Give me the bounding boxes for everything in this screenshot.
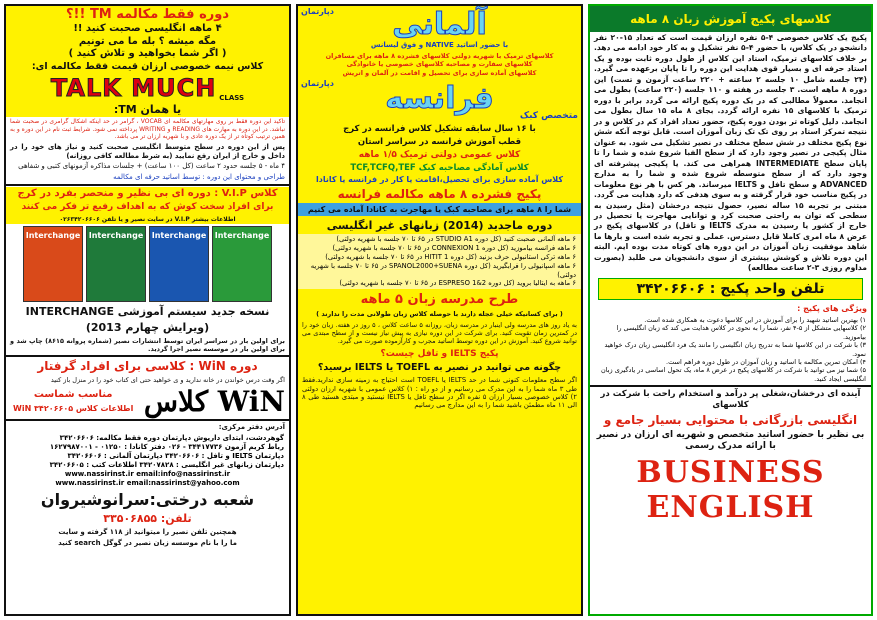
- win-logo: کلاس WiN: [143, 385, 285, 418]
- german-title: آلمانی: [392, 7, 487, 42]
- win-body: اگر وقت درس خواندن در خانه ندارید و ی خواهید حتی ای کتاب خود را در منزل باز کنید: [50, 375, 285, 384]
- branch-title: شعبه درختی:سرانوشیروان: [40, 490, 255, 510]
- list-item: ۴) امکان تمرین مکالمه با اساتید و زبان آموزان در طول دوره فراهم است.: [666, 357, 866, 366]
- win-row: [6, 385, 289, 418]
- vip-box: [6, 187, 289, 224]
- toefl-body: اگر سطح معلومات کنونی شما در حد IELTS یا TOEFL است احتیاج به زمینه سازی ندارید.فقط طی ۳ ماه شما را به این مدرک می رسانیم و از دو راه : ۱) کلاس عمومی با شهریه ارزان دولتی ۲) کلاس خصوصی بسیار ارزان ۵ نفره اگر در سطح تافل یا IELTS نیستید و مبتدی هستید طی ۸ الی ۱۱ ماه مطمئن باشید شما را به این مدارج می رسانیم: [302, 376, 577, 410]
- tm-line-1: ۴ ماهه انگلیسی صحبت کنید !!: [73, 23, 222, 35]
- french-canada: کلاس آماده سازی برای تحصیل،اقامت یا کار در فرانسه یا کانادا: [316, 175, 563, 185]
- list-item: ۶ ماهه ترکی استانبولی حرف بزنید (کل دوره HITIT 1 در ۶۵ تا ۷۰ جلسه با شهریه دولتی): [325, 252, 576, 261]
- business-text: آینده ای درخشان،شغلی پر درآمد و استخدام راحت با شرکت در کلاسهای: [600, 389, 861, 410]
- contact-title: آدرس دفتر مرکزی:: [218, 423, 285, 431]
- school-plan-body: به یاد روز های مدرسه ولی اینبار در مدرسه زبان، روزانه ۵ ساعت کلاس ، ۵ روز در هفته. زبان خود را در کمترین زمان تقویت کنید. برای شرکت در این دوره نیازی به پیش نیاز نیست و از سطح مبتدی می توانید شروع کنید. آموزش در این دوره توسط اساتید مجرب و کارآزموده صورت می گیرد.: [302, 320, 577, 345]
- list-item: ۶ ماهه اسپانیولی را فرابگیرید (کل دوره SPANOL2000+SUENA در ۶۵ تا ۷۰ جلسه با شهریه دولتی): [310, 261, 576, 279]
- list-item: ۶ ماهه آلمانی صحبت کنید (کل دوره STUDIO A1 در ۶۵ تا ۷۰ جلسه با شهریه دولتی): [336, 235, 576, 244]
- contact-list: [6, 433, 289, 490]
- tm-body-4: طراحی و محتوای این دوره : توسط اساتید حرفه ای مکالمه: [113, 173, 285, 182]
- book-cover: Interchange: [86, 226, 146, 302]
- french-hub: قطب آموزش فرانسه در سراسر استان: [357, 136, 522, 147]
- list-item[interactable]: www.nassirinst.ir email:nassirinst@yahoo.com: [55, 479, 240, 488]
- list-item: ۵) شما نیز می توانید با شرکت در کلاسهای پکیج در عرض ۸ ماه، یک تحول اساسی در یادگیری زبان انگلیسی ایجاد کنید.: [600, 366, 866, 383]
- list-item: ۶ ماهه فرانسه بیاموزید (کل دوره CONNEXION 1 در ۶۵ تا ۷۰ جلسه با شهریه دولتی): [332, 244, 576, 253]
- french-title: فرانسه: [385, 81, 494, 117]
- features-title: ویژگی های پکیج :: [797, 303, 867, 313]
- interchange-edition: (ویرایش چهارم 2013): [85, 320, 210, 334]
- win-side: [10, 388, 136, 415]
- german-dept-label: دپارتمان: [301, 7, 334, 16]
- languages-list: [298, 234, 581, 289]
- vip-line: برای افراد سخت کوش که به اهداف رفیع تر فکر می کنند: [21, 202, 274, 213]
- german-items: [298, 51, 581, 78]
- branch-line-2: ما را با نام موسسه زبان نصیر در گوگل search کنید: [58, 538, 237, 547]
- list-item: ۳) با شرکت در این کلاسها شما به تدریج زبان انگلیسی را مانند یک فرد انگلیسی زبان درک خواهید نمود.: [604, 341, 866, 358]
- list-item: گوهردشت، ابتدای داریوش دپارتمان دوره فقط مکالمه: ۳۴۲۰۶۶۰۶: [59, 433, 284, 442]
- list-item: رباط کریم آزمون ۳۴۴۱۷۷۳۶ - ۰۲۶ دفتر کانادا : ۰۱۲۵۰ - ۱۶۲۷۹۸۷۰۰۱: [49, 442, 284, 451]
- package-header: کلاسهای پکیج آموزش زبان ۸ ماهه: [590, 6, 871, 32]
- french-package-line: شما را ۸ ماهه برای مصاحبه کبک یا مهاجرت به کانادا آماده می کنیم: [298, 203, 581, 216]
- package-body: پکیج یک کلاس خصوصی ۴-۵ نفره ارزان قیمت است که تعداد ۱۵-۲۰ نفر دانشجو در یک کلاس، با حضور ۴-۵ نفر تشکیل و به کار خود ادامه می دهد. بر خلاف کلاسهای ترمیک، استاد این کلاس از طول دوره ثابت بوده و یک استاد حرفه ای و بسیار قوی هدایت این دوره را تا پایان برعهده می گیرد. (۲۴ جلسه شامل ۱۰ جلسه ۲ ساعته + ۲۲۰ ساعت آزمون و تست) این دوره ۸ ماهه است. ۳ جلسه در هفته و ۱۱۰ جلسه (۲۲۰ ساعت) بطول می انجامد. معمولاً مطالبی که در یک دوره پکیج ارائه می گردد برابر با دوره ترمیک با کلاسهای ۱۵ نفره ارائه گردد. بجای ۸ ماه ۱۵ سال بطول می انجامد. دلیل کوتاه تر بودن دوره پکیج، حضور تعداد افراد کم در کلاس و در نتیجه تمرکز استاد بر روی تک تک زبان آموزان است. قابل توجه آنکه شش نوع پکیج مختلف در شش سطح مختلف در نصیر تشکیل می شود. به عنوان مثال پکیجی در نصیر وجود دارد که از سطح الفبا شروع شده و شما را تا پایان سطح INTERMEDIATE همراهی می کند. یا پکیجی پیشرفته ای وجود دارد که از سطح متوسطه شروع شده و شما را به مدارج ADVANCED و سطح تافل و IELTS میرساند. هر کس با هر نوع معلومات در پکیج مناسب خود قرار گرفته و به سوی هدفی که دارد هدایت می گردد. مبتنی بر تجربه ۱۵ ساله نصیر، حصول نتیجه درخشان (مثل رسیدن به سطحی که توان به راحتی صحبت کرد و توانایی مهاجرت یا تحصیل در خارج از کشور یا رسیدن به مدرک IELTS و تافل) در کلاسهای پکیج در عرض ۸ ماه امری کاملا قابل دسترس. عملی و تجربه شده است و بارها ما شاهد موفقیت زبان آموزان در این دوره های کوتاه مدت بوده ایم. البته این دوره تلاش و کوشش بیشتری از سوی دانشجویان می طلبد (بصورت مداوم روزی ۳-۲ ساعت مطالعه): [594, 33, 868, 273]
- book-cover: Interchange: [23, 226, 83, 302]
- business-english-logo: BUSINESS ENGLISH: [636, 455, 825, 526]
- interchange-books: [6, 224, 289, 304]
- tm-body: تاکید این دوره فقط بر روی مهارتهای مکالمه ای VOCAB ، گرامر در حد اینکه اشکال گرامری در صحبت شما نباشد. در این دوره به مهارت های READING و WRITING پرداخته نمی شود. شرایط ثبت نام در این دوره و به همین ترتیب کوتاه تر از یک دوره عادی و با شهریه ارزان تر می باشد.: [10, 118, 285, 141]
- courses-column: [4, 4, 291, 616]
- book-cover: Interchange: [149, 226, 209, 302]
- languages-column: [296, 4, 583, 616]
- french-history: با ۱۶ سال سابقه تشکیل کلاس فرانسه در کرج: [343, 124, 536, 135]
- tm-body-2: پس از این دوره در سطح متوسط انگلیسی صحبت کنید و نیاز های خود را در داخل و خارج از ایران رفع نمایید (به شرط مطالعه کافی روزانه): [10, 142, 285, 160]
- french-package-title: پکیج فشرده ۸ ماهه مکالمه فرانسه: [337, 187, 542, 202]
- tm-box: [6, 6, 289, 117]
- languages-title: دوره ماجدید (2014) زبانهای غیر انگلیسی: [326, 219, 553, 233]
- french-tcf: کلاس آمادگی مصاحبه کبک TCF,TCFQ,TEF: [350, 162, 529, 173]
- school-plan-title: طرح مدرسه زبان ۵ ماهه: [360, 292, 519, 308]
- list-item: دپارتمان IELTS و تافل : ۳۴۲۰۶۶۰۶ دپارتمان آلمانی : ۳۴۲۰۶۶۰۶: [67, 451, 284, 460]
- features-list: [590, 315, 871, 385]
- toefl-question: چگونه می توانید در نصیر به TOEFL یا IELTS برسید؟: [317, 362, 562, 374]
- tm-title: دوره فقط مکالمه TM !!؟: [66, 7, 229, 22]
- french-general: کلاس عمومی دولتی ترمیک ۱/۵ ماهه: [358, 149, 521, 160]
- list-item: دپارتمان زبانهای غیر انگلیسی : ۳۴۲۰۷۸۲۸ اطلاعات کتب : ۳۴۲۰۶۶۰۵: [49, 461, 284, 470]
- win-info: اطلاعات کلاس WiN ۳۴۲۰۶۶۰۵: [13, 403, 134, 413]
- vip-info: اطلاعات بیشتر V.I.P در سایت نصیر و یا تلفن ۰۲۶۳۴۲۰۶۶۰۶: [59, 215, 236, 223]
- tm-alias: یا همان TM:: [113, 102, 182, 116]
- book-cover: Interchange: [212, 226, 272, 302]
- tm-line-2: مگه میشه ؟ بله ما می تونیم: [78, 35, 217, 47]
- french-dept-label: دپارتمان: [301, 79, 334, 89]
- win-fit: مناسب شماست: [33, 389, 113, 401]
- list-item[interactable]: www.nassirinst.ir email:info@nassirinst.ir: [64, 470, 231, 479]
- german-subtitle: با حضور اساتید NATIVE و فوق لیسانس: [370, 41, 509, 49]
- package-phone: تلفن واحد پکیج : ۳۴۲۰۶۶۰۶: [598, 278, 863, 300]
- list-item: کلاسهای ترمیک با شهریه دولتی کلاسهای فشرده ۸ ماهه برای مسافران: [325, 51, 554, 60]
- interchange-title: نسخه جدید سیستم آموزشی INTERCHANGE: [25, 305, 270, 319]
- french-subtitle: متخصص کبک: [519, 111, 578, 122]
- list-item: ۱) بهترین اساتید شهید را برای آموزش در این کلاسها دعوت به همکاری شده است.: [644, 315, 866, 324]
- business-title: انگلیسی بازرگانی با محتوایی بسیار جامع و: [603, 412, 858, 427]
- win-title: دوره WiN : کلاسی برای افراد گرفتار: [37, 358, 258, 373]
- branch-line: همچنین تلفن نصیر را میتوانید از ۱۱۸ گرفته و سایت: [58, 528, 237, 537]
- list-item: کلاسهای سفارت و مصاحبه کلاسهای خصوصی یا خانوادگی: [346, 60, 533, 69]
- list-item: ۶ ماهه به ایتالیا بروید (کل دوره ESPRESO 1&2 در ۶۵ تا ۷۰ جلسه با شهریه دولتی): [339, 279, 576, 288]
- toefl-title: پکیج IELTS و تافل چیست؟: [380, 348, 499, 359]
- talk-much-logo: TALK MUCH CLASS: [50, 73, 245, 102]
- tm-line-4: کلاس نیمه خصوصی ارزان قیمت فقط مکالمه ای:: [31, 60, 264, 72]
- tm-body-3: ۴ ماه - ۵ جلسه حدود ۲ ساعت (کل ۱۰۰ ساعت) + جلسات مذاکره آزمونهای کتبی و شفاهی: [18, 162, 285, 171]
- package-column: [588, 4, 873, 616]
- vip-title: کلاس V.I.P : دوره ای بی نظیر و منحصر بفرد در کرج: [17, 187, 278, 199]
- school-plan-subtitle: ( برای کسانیکه خیلی عجله دارند با حوصله کلاس زبان طولانی مدت را ندارند ): [316, 310, 563, 319]
- list-item: کلاسهای آماده سازی برای تحصیل و اقامت در آلمان و اتریش: [342, 68, 537, 77]
- list-item: ۲) کلاسهایی متشکل از ۵-۴ نفر، شما را به نحوی در کلاس هدایت می کند که زبان انگلیسی را بیاموزید.: [616, 324, 866, 341]
- business-text-2: بی نظیر با حضور اساتید متخصص و شهریه ای ارزان در نصیر با ارائه مدرک رسمی: [596, 429, 865, 451]
- interchange-body: برای اولین بار در سراسر ایران توسط انتشارات نصیر (شماره پروانه ۸۶۱۵) چاپ شد و برای اولین بار در موسسه نصیر اجرا گردید.: [10, 336, 285, 353]
- tm-line-3: ( اگر شما بخواهید و تلاش کنید ): [68, 48, 227, 60]
- branch-phone: تلفن: ۳۳۵۰۶۸۵۵: [103, 512, 192, 526]
